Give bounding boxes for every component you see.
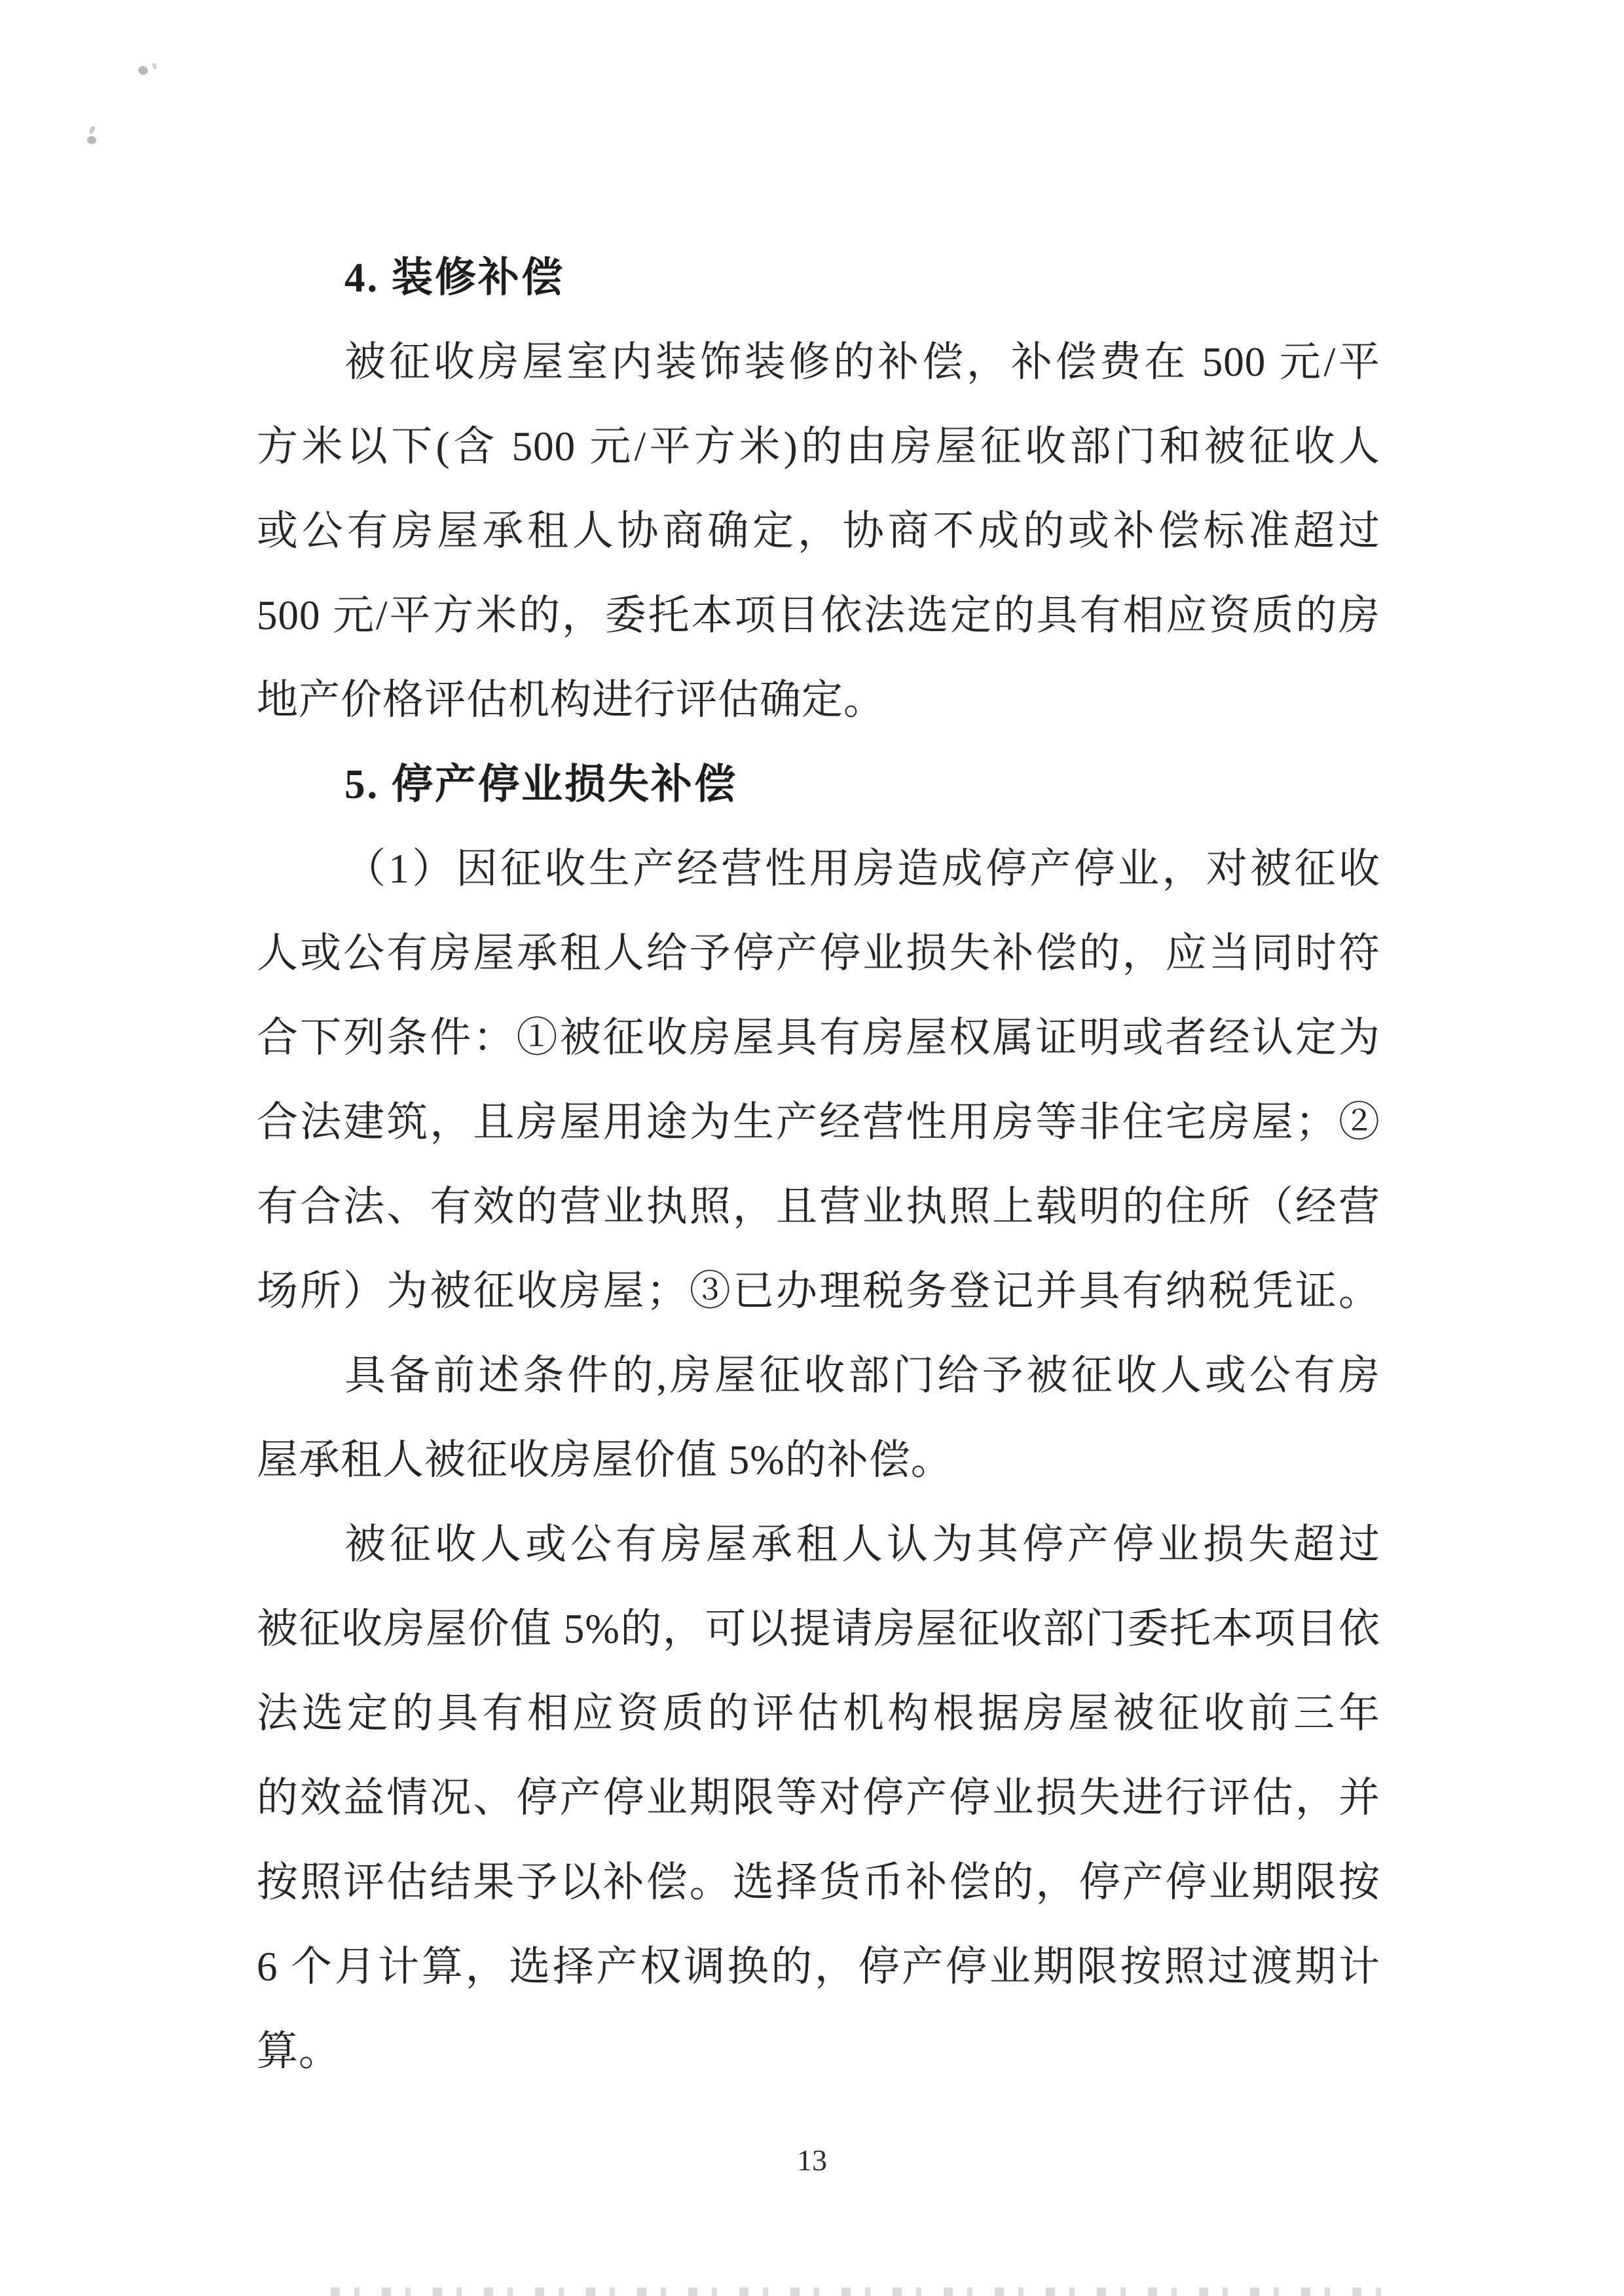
- bleed-through-text-sliver: [331, 2287, 1385, 2296]
- text-line: 按照评估结果予以补偿。选择货币补偿的，停产停业期限按: [257, 1859, 1380, 1905]
- text-line: 被征收人或公有房屋承租人认为其停产停业损失超过: [344, 1522, 1380, 1567]
- text-line: 被征收房屋价值 5%的，可以提请房屋征收部门委托本项目依: [257, 1606, 1380, 1652]
- scan-speck: [88, 125, 96, 135]
- text-line: 法选定的具有相应资质的评估机构根据房屋被征收前三年: [257, 1690, 1380, 1736]
- text-line: 或公有房屋承租人协商确定，协商不成的或补偿标准超过: [257, 508, 1380, 554]
- text-line: 具备前述条件的,房屋征收部门给予被征收人或公有房: [344, 1353, 1380, 1398]
- text-line: 的效益情况、停产停业期限等对停产停业损失进行评估，并: [257, 1775, 1380, 1821]
- text-line: 被征收房屋室内装饰装修的补偿，补偿费在 500 元/平: [344, 339, 1380, 385]
- scan-speck: [137, 65, 149, 76]
- text-line: 合法建筑，且房屋用途为生产经营性用房等非住宅房屋；②: [257, 1099, 1380, 1145]
- section-heading: 4. 装修补偿: [344, 255, 564, 301]
- text-line: 地产价格评估机构进行评估确定。: [257, 677, 885, 723]
- text-line: 算。: [257, 2028, 341, 2074]
- page-number: 13: [797, 2143, 827, 2177]
- text-line: （1）因征收生产经营性用房造成停产停业，对被征收: [344, 846, 1380, 892]
- text-line: 6 个月计算，选择产权调换的，停产停业期限按照过渡期计: [257, 1944, 1380, 1990]
- text-line: 500 元/平方米的，委托本项目依法选定的具有相应资质的房: [257, 592, 1380, 638]
- scan-speck: [151, 62, 158, 70]
- text-line: 屋承租人被征收房屋价值 5%的补偿。: [257, 1437, 953, 1483]
- text-line: 有合法、有效的营业执照，且营业执照上载明的住所（经营: [257, 1184, 1380, 1230]
- scan-speck: [86, 136, 97, 145]
- text-line: 场所）为被征收房屋；③已办理税务登记并具有纳税凭证。: [257, 1268, 1380, 1314]
- text-block: [257, 236, 1380, 2094]
- text-line: 人或公有房屋承租人给予停产停业损失补偿的，应当同时符: [257, 930, 1380, 976]
- section-heading: 5. 停产停业损失补偿: [344, 761, 737, 807]
- text-line: 方米以下(含 500 元/平方米)的由房屋征收部门和被征收人: [257, 424, 1380, 469]
- text-line: 合下列条件：①被征收房屋具有房屋权属证明或者经认定为: [257, 1015, 1380, 1061]
